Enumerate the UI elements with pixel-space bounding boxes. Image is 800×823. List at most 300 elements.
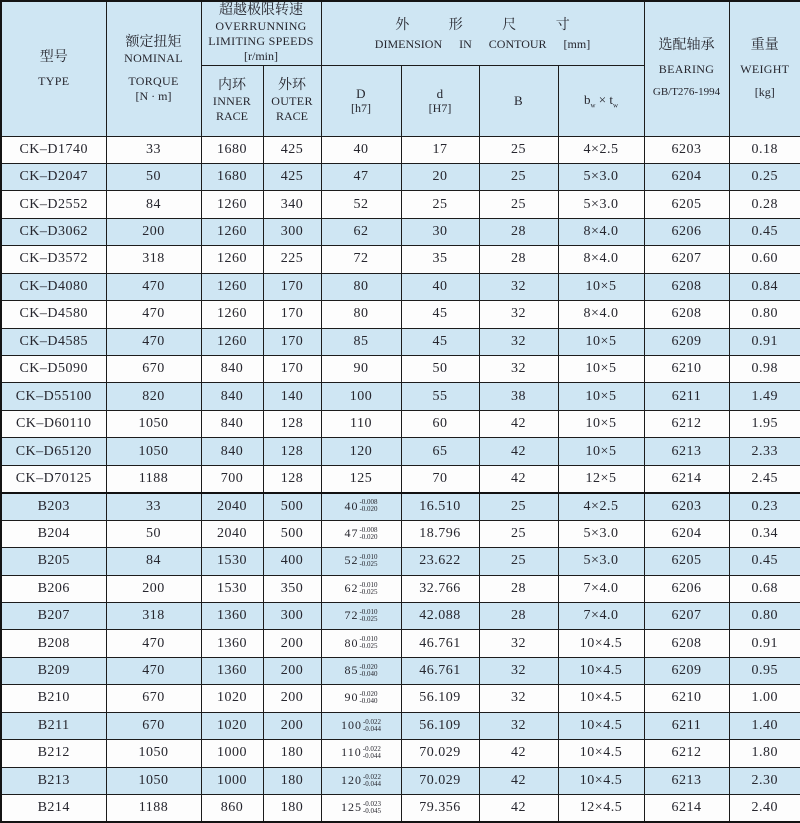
cell-outer-speed: 180 — [263, 767, 321, 794]
cell-torque: 84 — [106, 548, 201, 575]
cell-inner-speed: 2040 — [201, 493, 263, 520]
cell-keyway: 10×5 — [558, 328, 644, 355]
cell-bearing: 6206 — [644, 575, 729, 602]
cell-weight: 0.45 — [729, 548, 800, 575]
cell-bearing: 6207 — [644, 246, 729, 273]
cell-dim-B: 42 — [479, 795, 558, 823]
cell-keyway: 5×3.0 — [558, 191, 644, 218]
cell-inner-speed: 1360 — [201, 602, 263, 629]
table-row — [1, 740, 800, 767]
cell-inner-speed: 1260 — [201, 246, 263, 273]
cell-torque: 670 — [106, 685, 201, 712]
cell-keyway: 10×5 — [558, 410, 644, 437]
cell-weight: 0.95 — [729, 657, 800, 684]
cell-torque: 33 — [106, 493, 201, 520]
cell-dim-D: 120 — [321, 438, 401, 465]
cell-inner-speed: 1020 — [201, 712, 263, 739]
header-dimension — [321, 1, 644, 65]
cell-dim-D: 120 -0.022 -0.044 — [321, 767, 401, 794]
header-bearing-en: BEARING — [658, 62, 715, 77]
table-row — [1, 410, 800, 437]
table-row — [1, 548, 800, 575]
cell-dim-B: 28 — [479, 602, 558, 629]
header-weight-zh: 重量 — [750, 38, 779, 54]
cell-dim-d: 70.029 — [401, 740, 479, 767]
tolerance-stack: -0.023 -0.045 — [362, 799, 382, 815]
cell-dim-d: 17 — [401, 136, 479, 163]
cell-inner-speed: 1000 — [201, 740, 263, 767]
cell-dim-D: 47 — [321, 163, 401, 190]
cell-keyway: 12×5 — [558, 465, 644, 492]
cell-dim-D: 72 — [321, 246, 401, 273]
header-torque-en1: NOMINAL — [124, 50, 183, 65]
header-col-keyway — [558, 65, 644, 136]
cell-bearing: 6204 — [644, 163, 729, 190]
table-row — [1, 630, 800, 657]
table-row — [1, 328, 800, 355]
cell-type: B212 — [1, 740, 106, 767]
table-row — [1, 767, 800, 794]
cell-keyway: 10×4.5 — [558, 767, 644, 794]
cell-weight: 0.80 — [729, 301, 800, 328]
cell-inner-speed: 1260 — [201, 328, 263, 355]
cell-keyway: 8×4.0 — [558, 246, 644, 273]
cell-outer-speed: 350 — [263, 575, 321, 602]
cell-torque: 84 — [106, 191, 201, 218]
cell-bearing: 6208 — [644, 630, 729, 657]
cell-keyway: 10×4.5 — [558, 685, 644, 712]
cell-outer-speed: 340 — [263, 191, 321, 218]
header-weight — [729, 1, 800, 136]
table-row — [1, 163, 800, 190]
header-bearing-standard: GB/T276-1994 — [652, 86, 721, 99]
table-row — [1, 685, 800, 712]
cell-dim-d: 56.109 — [401, 685, 479, 712]
cell-type: B206 — [1, 575, 106, 602]
cell-dim-B: 25 — [479, 163, 558, 190]
cell-torque: 470 — [106, 657, 201, 684]
cell-outer-speed: 225 — [263, 246, 321, 273]
cell-dim-D: 80 — [321, 273, 401, 300]
header-inner-race-zh: 内环 — [218, 78, 246, 93]
tolerance-stack: -0.010 -0.025 — [359, 607, 378, 623]
tolerance-stack: -0.022 -0.044 — [362, 745, 381, 761]
header-dimension-zh: 外 形 尺 寸 — [395, 18, 588, 34]
header-keyway-formula: $b_w \times t_w$ — [583, 92, 619, 110]
cell-dim-d: 42.088 — [401, 602, 479, 629]
cell-bearing: 6208 — [644, 273, 729, 300]
cell-dim-D: 85 — [321, 328, 401, 355]
cell-outer-speed: 400 — [263, 548, 321, 575]
cell-dim-d: 32.766 — [401, 575, 479, 602]
cell-dim-d: 65 — [401, 438, 479, 465]
cell-type: B205 — [1, 548, 106, 575]
header-col-d — [401, 65, 479, 136]
cell-dim-D: 90 — [321, 356, 401, 383]
cell-bearing: 6214 — [644, 465, 729, 492]
cell-keyway: 7×4.0 — [558, 602, 644, 629]
header-speeds — [201, 1, 321, 65]
cell-dim-D: 100 — [321, 383, 401, 410]
cell-type: B211 — [1, 712, 106, 739]
cell-dim-d: 45 — [401, 301, 479, 328]
header-weight-unit: [kg] — [754, 85, 775, 100]
cell-torque: 1050 — [106, 767, 201, 794]
cell-dim-D: 72 -0.010 -0.025 — [321, 602, 401, 629]
table-row — [1, 465, 800, 492]
cell-inner-speed: 840 — [201, 438, 263, 465]
header-col-d-tol: [H7] — [428, 100, 452, 115]
cell-outer-speed: 170 — [263, 356, 321, 383]
header-type-en: TYPE — [38, 73, 70, 88]
cell-torque: 1050 — [106, 740, 201, 767]
table-row — [1, 273, 800, 300]
cell-weight: 0.91 — [729, 328, 800, 355]
cell-bearing: 6203 — [644, 136, 729, 163]
cell-bearing: 6207 — [644, 602, 729, 629]
cell-inner-speed: 840 — [201, 410, 263, 437]
cell-dim-B: 28 — [479, 246, 558, 273]
cell-bearing: 6205 — [644, 191, 729, 218]
cell-dim-B: 32 — [479, 657, 558, 684]
table-row — [1, 575, 800, 602]
cell-type: CK–D5090 — [1, 356, 106, 383]
cell-type: B207 — [1, 602, 106, 629]
table-body — [1, 136, 800, 822]
header-col-D-label: D — [356, 85, 366, 101]
cell-outer-speed: 500 — [263, 520, 321, 547]
cell-outer-speed: 300 — [263, 218, 321, 245]
cell-outer-speed: 180 — [263, 740, 321, 767]
cell-keyway: 10×4.5 — [558, 657, 644, 684]
table-row — [1, 657, 800, 684]
header-col-B-label: B — [514, 93, 523, 108]
cell-dim-d: 70.029 — [401, 767, 479, 794]
cell-weight: 2.33 — [729, 438, 800, 465]
cell-weight: 2.45 — [729, 465, 800, 492]
cell-dim-D: 62 — [321, 218, 401, 245]
header-outer-race-en2: RACE — [275, 109, 308, 123]
cell-dim-B: 42 — [479, 410, 558, 437]
cell-dim-d: 70 — [401, 465, 479, 492]
cell-outer-speed: 128 — [263, 410, 321, 437]
cell-inner-speed: 1360 — [201, 630, 263, 657]
table-header — [1, 1, 800, 136]
cell-weight: 1.49 — [729, 383, 800, 410]
cell-outer-speed: 140 — [263, 383, 321, 410]
cell-dim-B: 25 — [479, 136, 558, 163]
cell-outer-speed: 200 — [263, 712, 321, 739]
tolerance-stack: -0.010 -0.025 — [359, 635, 378, 651]
cell-inner-speed: 1680 — [201, 136, 263, 163]
cell-inner-speed: 1260 — [201, 273, 263, 300]
cell-weight: 0.98 — [729, 356, 800, 383]
cell-dim-B: 25 — [479, 191, 558, 218]
cell-dim-d: 79.356 — [401, 795, 479, 823]
cell-inner-speed: 840 — [201, 356, 263, 383]
cell-keyway: 10×5 — [558, 356, 644, 383]
cell-dim-d: 50 — [401, 356, 479, 383]
cell-torque: 1188 — [106, 795, 201, 823]
cell-outer-speed: 128 — [263, 465, 321, 492]
cell-outer-speed: 200 — [263, 657, 321, 684]
cell-outer-speed: 425 — [263, 136, 321, 163]
cell-dim-B: 32 — [479, 328, 558, 355]
header-speeds-zh: 超越极限转速 — [219, 3, 303, 19]
cell-dim-B: 25 — [479, 548, 558, 575]
cell-inner-speed: 700 — [201, 465, 263, 492]
cell-outer-speed: 200 — [263, 630, 321, 657]
cell-torque: 470 — [106, 273, 201, 300]
table-row — [1, 602, 800, 629]
table-row — [1, 191, 800, 218]
table-row — [1, 218, 800, 245]
cell-weight: 1.80 — [729, 740, 800, 767]
tolerance-stack: -0.010 -0.025 — [359, 553, 378, 569]
header-inner-race-en2: RACE — [215, 109, 248, 123]
cell-dim-D: 125 — [321, 465, 401, 492]
cell-dim-B: 28 — [479, 575, 558, 602]
cell-keyway: 4×2.5 — [558, 136, 644, 163]
cell-weight: 0.68 — [729, 575, 800, 602]
cell-dim-B: 42 — [479, 767, 558, 794]
header-speeds-unit: [r/min] — [244, 49, 278, 64]
cell-weight: 0.84 — [729, 273, 800, 300]
cell-type: CK–D3572 — [1, 246, 106, 273]
cell-dim-B: 42 — [479, 465, 558, 492]
header-col-B — [479, 65, 558, 136]
cell-dim-D: 80 -0.010 -0.025 — [321, 630, 401, 657]
header-torque-en2: TORQUE — [128, 73, 179, 88]
cell-dim-D: 110 — [321, 410, 401, 437]
cell-bearing: 6204 — [644, 520, 729, 547]
cell-bearing: 6212 — [644, 410, 729, 437]
cell-type: CK–D3062 — [1, 218, 106, 245]
header-col-D-tol: [h7] — [351, 100, 371, 115]
cell-dim-d: 45 — [401, 328, 479, 355]
cell-torque: 50 — [106, 520, 201, 547]
cell-dim-D: 80 — [321, 301, 401, 328]
cell-outer-speed: 500 — [263, 493, 321, 520]
tolerance-stack: -0.022 -0.044 — [362, 717, 382, 733]
cell-dim-B: 25 — [479, 493, 558, 520]
cell-type: B203 — [1, 493, 106, 520]
cell-outer-speed: 128 — [263, 438, 321, 465]
cell-outer-speed: 170 — [263, 328, 321, 355]
cell-type: CK–D4585 — [1, 328, 106, 355]
table-row — [1, 493, 800, 520]
cell-inner-speed: 1360 — [201, 657, 263, 684]
cell-bearing: 6206 — [644, 218, 729, 245]
header-bearing — [644, 1, 729, 136]
header-dimension-en: DIMENSION IN CONTOUR [mm] — [374, 37, 591, 52]
cell-type: B210 — [1, 685, 106, 712]
cell-bearing: 6211 — [644, 712, 729, 739]
cell-weight: 0.23 — [729, 493, 800, 520]
cell-keyway: 7×4.0 — [558, 575, 644, 602]
cell-dim-D: 52 -0.010 -0.025 — [321, 548, 401, 575]
cell-bearing: 6209 — [644, 328, 729, 355]
cell-dim-B: 32 — [479, 301, 558, 328]
cell-dim-B: 42 — [479, 438, 558, 465]
table-row — [1, 136, 800, 163]
cell-dim-D: 52 — [321, 191, 401, 218]
cell-keyway: 10×5 — [558, 438, 644, 465]
cell-keyway: 10×5 — [558, 273, 644, 300]
cell-dim-D: 85 -0.020 -0.040 — [321, 657, 401, 684]
cell-torque: 1188 — [106, 465, 201, 492]
cell-torque: 200 — [106, 575, 201, 602]
table-row — [1, 712, 800, 739]
cell-dim-d: 18.796 — [401, 520, 479, 547]
header-col-d-label: d — [436, 85, 444, 101]
header-type-zh: 型号 — [39, 49, 68, 65]
cell-type: B214 — [1, 795, 106, 823]
cell-weight: 0.60 — [729, 246, 800, 273]
cell-type: CK–D2047 — [1, 163, 106, 190]
cell-inner-speed: 1680 — [201, 163, 263, 190]
cell-type: B209 — [1, 657, 106, 684]
cell-dim-d: 55 — [401, 383, 479, 410]
tolerance-stack: -0.008 -0.020 — [359, 525, 378, 541]
cell-bearing: 6211 — [644, 383, 729, 410]
cell-inner-speed: 1530 — [201, 575, 263, 602]
cell-keyway: 10×4.5 — [558, 712, 644, 739]
cell-inner-speed: 1530 — [201, 548, 263, 575]
cell-inner-speed: 1020 — [201, 685, 263, 712]
cell-weight: 0.45 — [729, 218, 800, 245]
table-row — [1, 795, 800, 823]
cell-keyway: 10×4.5 — [558, 740, 644, 767]
cell-inner-speed: 840 — [201, 383, 263, 410]
cell-type: CK–D60110 — [1, 410, 106, 437]
table-row — [1, 438, 800, 465]
tolerance-stack: -0.020 -0.040 — [359, 690, 378, 706]
cell-dim-D: 40 -0.008 -0.020 — [321, 493, 401, 520]
cell-dim-B: 28 — [479, 218, 558, 245]
cell-dim-B: 38 — [479, 383, 558, 410]
cell-keyway: 5×3.0 — [558, 520, 644, 547]
cell-torque: 470 — [106, 301, 201, 328]
cell-bearing: 6203 — [644, 493, 729, 520]
cell-dim-D: 125 -0.023 -0.045 — [321, 795, 401, 823]
cell-keyway: 10×5 — [558, 383, 644, 410]
cell-weight: 0.18 — [729, 136, 800, 163]
cell-dim-D: 90 -0.020 -0.040 — [321, 685, 401, 712]
cell-outer-speed: 170 — [263, 273, 321, 300]
cell-dim-B: 25 — [479, 520, 558, 547]
cell-weight: 1.00 — [729, 685, 800, 712]
cell-dim-B: 32 — [479, 630, 558, 657]
header-torque-unit: [N · m] — [135, 88, 172, 103]
cell-weight: 1.95 — [729, 410, 800, 437]
cell-keyway: 10×4.5 — [558, 630, 644, 657]
cell-dim-D: 47 -0.008 -0.020 — [321, 520, 401, 547]
cell-dim-B: 32 — [479, 685, 558, 712]
cell-dim-D: 100 -0.022 -0.044 — [321, 712, 401, 739]
header-torque — [106, 1, 201, 136]
cell-weight: 0.28 — [729, 191, 800, 218]
header-speeds-en1: OVERRUNNING — [215, 19, 307, 34]
cell-keyway: 12×4.5 — [558, 795, 644, 823]
cell-dim-B: 32 — [479, 356, 558, 383]
cell-type: CK–D55100 — [1, 383, 106, 410]
header-weight-en: WEIGHT — [740, 62, 790, 77]
cell-dim-B: 32 — [479, 712, 558, 739]
cell-dim-D: 110 -0.022 -0.044 — [321, 740, 401, 767]
cell-bearing: 6213 — [644, 767, 729, 794]
cell-dim-D: 40 — [321, 136, 401, 163]
cell-inner-speed: 1260 — [201, 301, 263, 328]
cell-dim-d: 46.761 — [401, 657, 479, 684]
cell-inner-speed: 1000 — [201, 767, 263, 794]
cell-type: CK–D2552 — [1, 191, 106, 218]
cell-keyway: 5×3.0 — [558, 548, 644, 575]
cell-dim-d: 46.761 — [401, 630, 479, 657]
cell-torque: 50 — [106, 163, 201, 190]
header-torque-zh: 额定扭矩 — [125, 34, 182, 50]
cell-dim-d: 20 — [401, 163, 479, 190]
cell-dim-d: 16.510 — [401, 493, 479, 520]
table-row — [1, 356, 800, 383]
cell-keyway: 8×4.0 — [558, 301, 644, 328]
cell-bearing: 6214 — [644, 795, 729, 823]
cell-inner-speed: 1260 — [201, 218, 263, 245]
cell-torque: 470 — [106, 328, 201, 355]
header-outer-race — [263, 65, 321, 136]
cell-torque: 470 — [106, 630, 201, 657]
cell-dim-d: 60 — [401, 410, 479, 437]
cell-weight: 0.25 — [729, 163, 800, 190]
cell-keyway: 8×4.0 — [558, 218, 644, 245]
tolerance-stack: -0.020 -0.040 — [359, 662, 378, 678]
header-type — [1, 1, 106, 136]
cell-bearing: 6212 — [644, 740, 729, 767]
cell-inner-speed: 1260 — [201, 191, 263, 218]
cell-type: B213 — [1, 767, 106, 794]
cell-keyway: 5×3.0 — [558, 163, 644, 190]
cell-weight: 1.40 — [729, 712, 800, 739]
header-outer-race-zh: 外环 — [278, 78, 306, 93]
cell-dim-d: 25 — [401, 191, 479, 218]
cell-weight: 0.34 — [729, 520, 800, 547]
cell-type: CK–D4580 — [1, 301, 106, 328]
cell-inner-speed: 2040 — [201, 520, 263, 547]
table-row — [1, 301, 800, 328]
cell-torque: 670 — [106, 712, 201, 739]
cell-type: B204 — [1, 520, 106, 547]
table-row — [1, 383, 800, 410]
cell-bearing: 6210 — [644, 685, 729, 712]
header-bearing-zh: 选配轴承 — [658, 38, 715, 54]
cell-dim-d: 56.109 — [401, 712, 479, 739]
cell-dim-d: 35 — [401, 246, 479, 273]
cell-bearing: 6210 — [644, 356, 729, 383]
cell-weight: 2.40 — [729, 795, 800, 823]
cell-torque: 318 — [106, 602, 201, 629]
cell-type: CK–D70125 — [1, 465, 106, 492]
header-col-D — [321, 65, 401, 136]
cell-bearing: 6209 — [644, 657, 729, 684]
cell-torque: 318 — [106, 246, 201, 273]
cell-inner-speed: 860 — [201, 795, 263, 823]
cell-type: CK–D65120 — [1, 438, 106, 465]
header-inner-race-en1: INNER — [212, 94, 252, 108]
cell-keyway: 4×2.5 — [558, 493, 644, 520]
cell-torque: 1050 — [106, 410, 201, 437]
cell-outer-speed: 170 — [263, 301, 321, 328]
cell-torque: 200 — [106, 218, 201, 245]
